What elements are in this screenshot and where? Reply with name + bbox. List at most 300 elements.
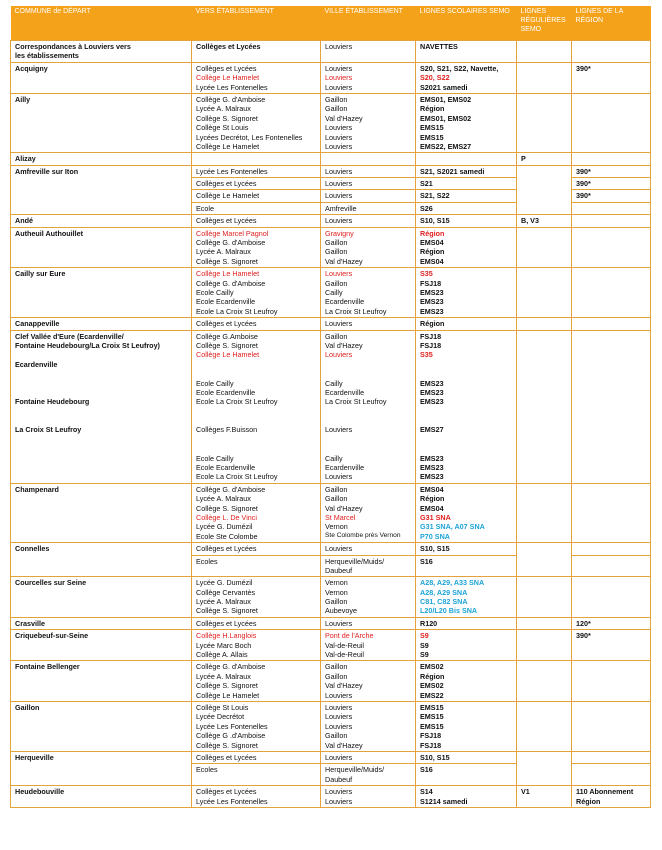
cell-line: Val d'Hazey xyxy=(325,256,363,266)
cell-line: B, V3 xyxy=(521,216,539,226)
cell-line: Louviers xyxy=(325,191,353,201)
lignes-region-cell xyxy=(572,268,651,318)
cell-line: Ecardenville xyxy=(325,387,365,397)
header-commune: COMMUNE de DÉPART xyxy=(11,6,192,41)
table-row xyxy=(11,630,651,661)
lignes-region-cell xyxy=(572,215,651,227)
cell-line: Région xyxy=(420,671,445,681)
cell-line: Louviers xyxy=(325,425,353,435)
cell-line: Vernon xyxy=(325,587,348,597)
ville-cell xyxy=(321,268,416,318)
cell-line: Ecole Cailly xyxy=(196,287,234,297)
cell-line: Ecole Ecardenville xyxy=(196,387,256,397)
cell-line: Collèges F.Buisson xyxy=(196,425,258,435)
cell-line: Louviers xyxy=(325,73,353,83)
lignes-regulieres-cell xyxy=(517,268,572,318)
cell-line: S20, S22 xyxy=(420,73,450,83)
lignes-region-cell xyxy=(572,483,651,542)
cell-line: Collège A. Allais xyxy=(196,650,248,660)
transport-table-container xyxy=(10,6,651,808)
etablissement-cell xyxy=(192,630,321,661)
cell-line: Lycée A. Malraux xyxy=(196,671,251,681)
ville-cell xyxy=(321,702,416,752)
cell-line: Amfreville xyxy=(325,203,357,213)
cell-line: Collèges et Lycées xyxy=(196,752,257,762)
cell-line: Gaillon xyxy=(325,662,348,672)
cell-line: S1214 samedi xyxy=(420,796,468,806)
cell-line xyxy=(420,444,512,453)
cell-line: Collège Marcel Pagnol xyxy=(196,228,269,238)
header-row xyxy=(11,6,651,41)
cell-line: Louviers xyxy=(325,319,353,329)
cell-line: Lycée Decrétot xyxy=(196,712,245,722)
cell-line xyxy=(15,379,187,388)
cell-line: Louviers xyxy=(325,472,353,482)
cell-line: Amfreville sur Iton xyxy=(15,166,79,176)
cell-line: EMS15 xyxy=(420,712,444,722)
cell-line: EMS23 xyxy=(420,453,444,463)
cell-line: Connelles xyxy=(15,544,50,554)
cell-line xyxy=(325,435,411,444)
lignes-region-cell xyxy=(572,318,651,330)
cell-line: Louviers xyxy=(325,350,353,360)
table-row xyxy=(11,93,651,152)
etablissement-cell xyxy=(192,165,321,177)
lignes-regulieres-cell xyxy=(517,617,572,629)
cell-line: EMS23 xyxy=(420,472,444,482)
cell-line: Val-de-Reuil xyxy=(325,640,365,650)
cell-line: Collège Le Hamelet xyxy=(196,690,260,700)
cell-line: Région xyxy=(576,796,601,806)
cell-line: Criquebeuf-sur-Seine xyxy=(15,631,89,641)
ville-cell xyxy=(321,786,416,808)
cell-line: Ecole Cailly xyxy=(196,378,234,388)
cell-line: Fontaine Bellenger xyxy=(15,662,80,672)
cell-line: Collèges et Lycées xyxy=(196,787,257,797)
cell-line: Ecole La Croix St Leufroy xyxy=(196,397,278,407)
cell-line: EMS22, EMS27 xyxy=(420,141,472,151)
cell-line: EMS01, EMS02 xyxy=(420,94,472,104)
cell-line: Alizay xyxy=(15,154,36,164)
cell-line: Lycée A. Malraux xyxy=(196,494,251,504)
table-row xyxy=(11,41,651,63)
cell-line: Herqueville xyxy=(15,752,54,762)
lignes-region-cell xyxy=(572,786,651,808)
cell-line: S21, S22 xyxy=(420,191,450,201)
ville-cell xyxy=(321,555,416,577)
table-row xyxy=(11,751,651,763)
table-row xyxy=(11,661,651,702)
cell-line: Louviers xyxy=(325,179,353,189)
lignes-semo-cell xyxy=(416,330,517,483)
lignes-regulieres-cell xyxy=(517,543,572,577)
cell-line: Gaillon xyxy=(325,731,348,741)
cell-line: EMS23 xyxy=(420,463,444,473)
cell-line: Aubevoye xyxy=(325,606,357,616)
cell-line: Lycées Decrétot, Les Fontenelles xyxy=(196,132,303,142)
cell-line: S16 xyxy=(420,765,433,775)
etablissement-cell xyxy=(192,227,321,268)
cell-line: Ecole La Croix St Leufroy xyxy=(196,306,278,316)
cell-line: P xyxy=(521,154,526,164)
table-body xyxy=(11,41,651,808)
ville-cell xyxy=(321,617,416,629)
cell-line: S9 xyxy=(420,640,429,650)
cell-line: Cailly xyxy=(325,453,343,463)
cell-line xyxy=(15,407,187,416)
lignes-regulieres-cell xyxy=(517,62,572,93)
cell-line: Collèges et Lycées xyxy=(196,544,257,554)
cell-line: G31 SNA xyxy=(420,512,451,522)
cell-line: EMS04 xyxy=(420,503,444,513)
cell-line: 390* xyxy=(576,179,591,189)
cell-line: A28, A29 SNA xyxy=(420,587,468,597)
cell-line: Ecole xyxy=(196,203,214,213)
cell-line: 390* xyxy=(576,166,591,176)
lignes-semo-cell xyxy=(416,543,517,555)
cell-line: Collège G. d'Amboise xyxy=(196,238,266,248)
cell-line: Correspondances à Louviers vers xyxy=(15,42,131,51)
lignes-region-cell xyxy=(572,543,651,555)
lignes-semo-cell xyxy=(416,215,517,227)
cell-line: Lycée Les Fontenelles xyxy=(196,166,268,176)
commune-cell xyxy=(11,661,192,702)
cell-line xyxy=(420,407,512,416)
cell-line: Gaillon xyxy=(325,278,348,288)
cell-line: Louviers xyxy=(325,123,353,133)
lignes-semo-cell xyxy=(416,153,517,165)
cell-line xyxy=(420,369,512,378)
ville-cell xyxy=(321,630,416,661)
cell-line: Gaillon xyxy=(325,104,348,114)
cell-line: Collège St Louis xyxy=(196,123,249,133)
etablissement-cell xyxy=(192,764,321,786)
cell-line: Vernon xyxy=(325,578,348,588)
cell-line: FSJ18 xyxy=(420,278,442,288)
cell-line: Lycée Les Fontenelles xyxy=(196,721,268,731)
cell-line: S9 xyxy=(420,650,429,660)
cell-line: Gaillon xyxy=(325,597,348,607)
cell-line: Canappeville xyxy=(15,319,60,329)
etablissement-cell xyxy=(192,215,321,227)
cell-line: Fontaine Heudebourg xyxy=(15,397,90,407)
etablissement-cell xyxy=(192,202,321,214)
cell-line: Louviers xyxy=(325,269,353,279)
cell-line: Gaillon xyxy=(325,94,348,104)
cell-line: Collège L. De Vinci xyxy=(196,512,257,522)
cell-line: Région xyxy=(420,228,445,238)
cell-line: EMS02 xyxy=(420,681,444,691)
header-lignes-regulieres: LIGNES RÉGULIÈRES SEMO xyxy=(517,6,572,41)
ville-cell xyxy=(321,215,416,227)
cell-line: Collège Le Hamelet xyxy=(196,191,260,201)
cell-line: Ecardenville xyxy=(15,359,58,369)
cell-line: Région xyxy=(420,494,445,504)
cell-line: FSJ18 xyxy=(420,740,442,750)
lignes-region-cell xyxy=(572,178,651,190)
etablissement-cell xyxy=(192,153,321,165)
ville-cell xyxy=(321,190,416,202)
etablissement-cell xyxy=(192,178,321,190)
cell-line: A28, A29, A33 SNA xyxy=(420,578,485,588)
lignes-regulieres-cell xyxy=(517,93,572,152)
cell-line: S10, S15 xyxy=(420,216,450,226)
cell-line: Collège G. d'Amboise xyxy=(196,94,266,104)
cell-line: Gaillon xyxy=(325,494,348,504)
cell-line: Louviers xyxy=(325,721,353,731)
cell-line: 390* xyxy=(576,63,591,73)
lignes-regulieres-cell xyxy=(517,577,572,618)
cell-line: S20, S21, S22, Navette, xyxy=(420,63,499,73)
cell-line: Ecardenville xyxy=(325,463,365,473)
lignes-semo-cell xyxy=(416,555,517,577)
cell-line xyxy=(15,388,187,397)
cell-line: St Marcel xyxy=(325,512,356,522)
cell-line: S14 xyxy=(420,787,433,797)
cell-line: Cailly sur Eure xyxy=(15,269,66,279)
cell-line: Lycée Les Fontenelles xyxy=(196,82,268,92)
lignes-semo-cell xyxy=(416,227,517,268)
cell-line: Région xyxy=(420,104,445,114)
cell-line: Collège S. Signoret xyxy=(196,340,258,350)
cell-line: Collège S. Signoret xyxy=(196,681,258,691)
cell-line: Collèges et Lycées xyxy=(196,179,257,189)
commune-cell xyxy=(11,786,192,808)
lignes-region-cell xyxy=(572,153,651,165)
cell-line: Collège G .d'Amboise xyxy=(196,731,266,741)
commune-cell xyxy=(11,318,192,330)
cell-line: Lycée Marc Boch xyxy=(196,640,252,650)
cell-line: Collège Le Hamelet xyxy=(196,141,260,151)
cell-line: La Croix St Leufroy xyxy=(15,425,82,435)
cell-line: Ecoles xyxy=(196,765,218,775)
cell-line: EMS15 xyxy=(420,703,444,712)
cell-line: Lycée A. Malraux xyxy=(196,247,251,257)
cell-line: V1 xyxy=(521,787,530,797)
lignes-regulieres-cell xyxy=(517,215,572,227)
cell-line: Louviers xyxy=(325,703,353,712)
cell-line xyxy=(325,360,411,369)
table-row xyxy=(11,62,651,93)
lignes-regulieres-cell xyxy=(517,165,572,215)
cell-line: Collège G.Amboise xyxy=(196,331,258,341)
lignes-region-cell xyxy=(572,93,651,152)
ville-cell xyxy=(321,318,416,330)
header-ville: VILLE ÉTABLISSEMENT xyxy=(321,6,416,41)
cell-line: Collège Le Hamelet xyxy=(196,269,260,279)
cell-line: Collèges et Lycées xyxy=(196,42,261,51)
cell-line: EMS23 xyxy=(420,297,444,307)
cell-line: S35 xyxy=(420,350,433,360)
cell-line: Louviers xyxy=(325,787,353,797)
table-row xyxy=(11,617,651,629)
table-row xyxy=(11,577,651,618)
lignes-regulieres-cell xyxy=(517,41,572,63)
lignes-region-cell xyxy=(572,751,651,763)
cell-line xyxy=(15,416,187,425)
commune-cell xyxy=(11,268,192,318)
lignes-region-cell xyxy=(572,330,651,483)
cell-line xyxy=(420,416,512,425)
ville-cell xyxy=(321,764,416,786)
lignes-semo-cell xyxy=(416,318,517,330)
etablissement-cell xyxy=(192,483,321,542)
cell-line: Gaillon xyxy=(325,331,348,341)
commune-cell xyxy=(11,165,192,215)
cell-line: Val d'Hazey xyxy=(325,681,363,691)
lignes-region-cell xyxy=(572,617,651,629)
commune-cell xyxy=(11,215,192,227)
lignes-semo-cell xyxy=(416,62,517,93)
cell-line: Louviers xyxy=(325,132,353,142)
lignes-regulieres-cell xyxy=(517,751,572,785)
commune-cell xyxy=(11,153,192,165)
cell-line: Collège H.Langlois xyxy=(196,631,257,641)
cell-line: Louviers xyxy=(325,166,353,176)
table-row xyxy=(11,483,651,542)
etablissement-cell xyxy=(192,330,321,483)
cell-line: Collèges et Lycées xyxy=(196,319,257,329)
lignes-region-cell xyxy=(572,227,651,268)
commune-cell xyxy=(11,577,192,618)
cell-line: P70 SNA xyxy=(420,531,450,541)
cell-line xyxy=(325,416,411,425)
ville-cell xyxy=(321,751,416,763)
lignes-semo-cell xyxy=(416,202,517,214)
cell-line: Ecardenville xyxy=(325,297,365,307)
cell-line: EMS23 xyxy=(420,387,444,397)
cell-line: Cailly xyxy=(325,378,343,388)
etablissement-cell xyxy=(192,786,321,808)
cell-line: Louviers xyxy=(325,618,353,628)
etablissement-cell xyxy=(192,702,321,752)
lignes-regulieres-cell xyxy=(517,227,572,268)
cell-line xyxy=(15,350,187,359)
cell-line: 110 Abonnement xyxy=(576,787,634,797)
lignes-semo-cell xyxy=(416,630,517,661)
cell-line: EMS04 xyxy=(420,256,444,266)
cell-line: Gaillon xyxy=(325,247,348,257)
cell-line: Ecole Ecardenville xyxy=(196,463,256,473)
ville-cell xyxy=(321,202,416,214)
cell-line: Val d'Hazey xyxy=(325,113,363,123)
ville-cell xyxy=(321,153,416,165)
cell-line: Daubeuf xyxy=(325,774,353,784)
table-row xyxy=(11,318,651,330)
cell-line: Ecole Cailly xyxy=(196,453,234,463)
lignes-regulieres-cell xyxy=(517,786,572,808)
table-row xyxy=(11,330,651,483)
lignes-region-cell xyxy=(572,202,651,214)
cell-line: Gaillon xyxy=(325,238,348,248)
cell-line: Ecole Ecardenville xyxy=(196,297,256,307)
lignes-regulieres-cell xyxy=(517,702,572,752)
lignes-region-cell xyxy=(572,41,651,63)
ville-cell xyxy=(321,93,416,152)
cell-line: Autheuil Authouillet xyxy=(15,228,84,238)
cell-line: EMS15 xyxy=(420,123,444,133)
table-header xyxy=(11,6,651,41)
table-row xyxy=(11,153,651,165)
cell-line: Collège S. Signoret xyxy=(196,113,258,123)
cell-line: S21 xyxy=(420,179,433,189)
cell-line: 390* xyxy=(576,631,591,641)
ville-cell xyxy=(321,165,416,177)
cell-line: EMS27 xyxy=(420,425,444,435)
lignes-regulieres-cell xyxy=(517,630,572,661)
lignes-regulieres-cell xyxy=(517,153,572,165)
header-lignes-region: LIGNES DE LA RÉGION xyxy=(572,6,651,41)
cell-line: Courcelles sur Seine xyxy=(15,578,87,588)
cell-line: Lycée A. Malraux xyxy=(196,597,251,607)
cell-line: Louviers xyxy=(325,63,353,73)
lignes-regulieres-cell xyxy=(517,661,572,702)
cell-line: Val d'Hazey xyxy=(325,740,363,750)
cell-line: Gaillon xyxy=(15,703,40,712)
cell-line: Collège S. Signoret xyxy=(196,256,258,266)
cell-line: S2021 samedi xyxy=(420,82,468,92)
header-etablissement: VERS ÉTABLISSEMENT xyxy=(192,6,321,41)
cell-line: Val d'Hazey xyxy=(325,340,363,350)
cell-line: EMS15 xyxy=(420,132,444,142)
cell-line: Ailly xyxy=(15,94,31,104)
cell-line: EMS23 xyxy=(420,287,444,297)
commune-cell xyxy=(11,617,192,629)
commune-cell xyxy=(11,41,192,63)
etablissement-cell xyxy=(192,543,321,555)
cell-line: Val-de-Reuil xyxy=(325,650,365,660)
commune-cell xyxy=(11,483,192,542)
ville-cell xyxy=(321,41,416,63)
lignes-region-cell xyxy=(572,702,651,752)
ville-cell xyxy=(321,483,416,542)
cell-line xyxy=(420,360,512,369)
cell-line xyxy=(196,416,316,425)
cell-line: S10, S15 xyxy=(420,544,450,554)
cell-line: Champenard xyxy=(15,484,59,494)
lignes-semo-cell xyxy=(416,786,517,808)
cell-line xyxy=(325,444,411,453)
lignes-regulieres-cell xyxy=(517,483,572,542)
cell-line: S16 xyxy=(420,556,433,566)
cell-line xyxy=(196,360,316,369)
cell-line: Lycée Les Fontenelles xyxy=(196,796,268,806)
cell-line: Herqueville/Muids/ xyxy=(325,556,385,566)
cell-line: Fontaine Heudebourg/La Croix St Leufroy) xyxy=(15,340,160,350)
table-row xyxy=(11,702,651,752)
lignes-semo-cell xyxy=(416,165,517,177)
lignes-semo-cell xyxy=(416,93,517,152)
table-row xyxy=(11,165,651,177)
lignes-semo-cell xyxy=(416,178,517,190)
lignes-semo-cell xyxy=(416,190,517,202)
lignes-semo-cell xyxy=(416,764,517,786)
commune-cell xyxy=(11,62,192,93)
cell-line: Collège G. d'Amboise xyxy=(196,662,266,672)
cell-line: S26 xyxy=(420,203,433,213)
cell-line: Louviers xyxy=(325,216,353,226)
cell-line xyxy=(15,369,187,378)
cell-line: Gravigny xyxy=(325,228,354,238)
lignes-region-cell xyxy=(572,190,651,202)
table-row xyxy=(11,268,651,318)
cell-line: FSJ18 xyxy=(420,340,442,350)
cell-line: EMS23 xyxy=(420,397,444,407)
commune-cell xyxy=(11,630,192,661)
cell-line xyxy=(196,444,316,453)
cell-line: Collège Cervantès xyxy=(196,587,256,597)
lignes-regulieres-cell xyxy=(517,330,572,483)
